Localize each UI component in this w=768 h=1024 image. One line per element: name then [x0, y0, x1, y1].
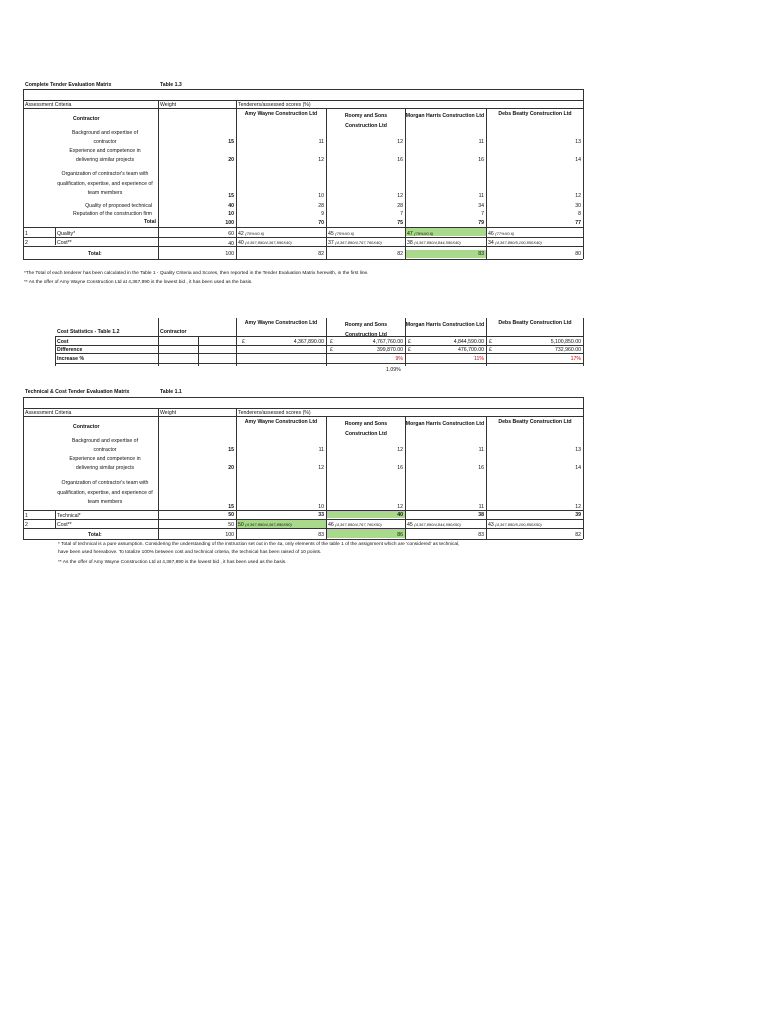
- score-cell: 12: [397, 139, 403, 145]
- grand-total-cell: 82: [318, 251, 324, 257]
- tech-tenderer-4: Debs Beatty Construction Ltd: [498, 419, 572, 425]
- complete-note-2: ** As the offer of Amy Wayne Construction Ltd at 4,367,890 is the lowest bid , it has been used as the basis.: [24, 280, 253, 285]
- total-weight: 100: [225, 220, 234, 226]
- cost-cell: 37 (4,367,890/4,767,760X40): [328, 240, 382, 246]
- score-cell: 11: [478, 504, 484, 510]
- cost-cell: 40 (4,367,890/4,367,890X40): [238, 240, 292, 246]
- score-cell: 11: [318, 139, 324, 145]
- tech-contractor-label: Contractor: [73, 424, 100, 430]
- criterion-5: Reputation of the construction firm: [72, 211, 152, 217]
- score-cell: 28: [318, 203, 324, 209]
- complete-note-1: *The Total of each tenderer has been calculated in the Table 1 - Quality Criteria and Scores, then reported in the Tender Evaluation Matrix herewith, in the first line.: [24, 271, 369, 276]
- increase-value: 17%: [570, 356, 581, 362]
- criterion-3-weight: 15: [228, 193, 234, 199]
- score-cell: 10: [318, 504, 324, 510]
- tech-subtotal-weight: 50: [228, 512, 234, 518]
- score-cell: 8: [578, 211, 581, 217]
- technical-note-2: ** As the offer of Amy Wayne Construction Ltd at 4,367,890 is the lowest bid , it has been used as the basis.: [58, 560, 287, 565]
- increase-value: 11%: [474, 356, 484, 362]
- cost-label: Cost**: [57, 240, 72, 246]
- score-cell: 30: [575, 203, 581, 209]
- row-number: 1: [25, 513, 28, 519]
- criterion-2: Experience and competence in delivering similar projects: [69, 148, 141, 163]
- score-cell: 14: [575, 157, 581, 163]
- score-cell: 12: [575, 504, 581, 510]
- score-cell: 13: [575, 139, 581, 145]
- row-number: 2: [25, 522, 28, 528]
- criterion-4-weight: 40: [228, 203, 234, 209]
- quality-cell: 47 (79%X0.6): [407, 231, 434, 237]
- row-number: 2: [25, 240, 28, 246]
- increase-value: 9%: [395, 356, 403, 362]
- complete-table-number: Table 1.3: [160, 82, 182, 88]
- tech-criterion-2: Experience and competence in delivering similar projects: [69, 456, 141, 471]
- cost-tenderer-3: Morgan Harris Construction Ltd: [405, 322, 485, 328]
- tech-criterion-1: Background and expertise of contractor: [71, 438, 139, 453]
- cost-value: 4,767,760.00: [372, 339, 403, 345]
- currency-symbol: £: [408, 347, 411, 353]
- extra-percentage: 1.09%: [386, 367, 401, 373]
- score-cell: 7: [481, 211, 484, 217]
- score-cell: 12: [575, 193, 581, 199]
- score-cell: 11: [318, 447, 324, 453]
- tech-cost-cell: 43 (4,367,890/5,100,850X50): [488, 522, 542, 528]
- grand-total-cell: 83: [478, 251, 484, 257]
- criterion-1-weight: 15: [228, 139, 234, 145]
- tech-criterion-weight: 20: [228, 465, 234, 471]
- total-cell: 77: [575, 220, 581, 226]
- difference-value: 732,960.00: [555, 347, 581, 353]
- cost-value: 4,367,890.00: [293, 339, 324, 345]
- cost-row-label: Cost: [57, 339, 69, 345]
- tech-grand-total-cell: 82: [575, 532, 581, 538]
- score-cell: 7: [400, 211, 403, 217]
- score-cell: 14: [575, 465, 581, 471]
- technical-note-1: * Total of technical is a pure assumption. Considering the understanding of the instruction set out in the 4a, only elements of the table 1 of the assignment which are 'considered' as technical,: [58, 542, 460, 547]
- score-cell: 34: [478, 203, 484, 209]
- cost-value: 5,100,850.00: [550, 339, 581, 345]
- subtotal-cell: 40: [397, 512, 403, 518]
- tech-cost-cell: 50 (4,367,890/4,367,890X50): [238, 522, 292, 528]
- criterion-3: Organization of contractor's team with qualification, expertise, and experience of team members: [57, 171, 153, 196]
- score-cell: 12: [397, 447, 403, 453]
- tech-cost-cell: 45 (4,367,890/4,844,590X50): [407, 522, 461, 528]
- quality-weight: 60: [228, 231, 234, 237]
- score-cell: 28: [397, 203, 403, 209]
- cost-contractor-label: Contractor: [160, 329, 187, 335]
- weight-label: Weight: [160, 102, 177, 108]
- cost-weight: 40: [228, 241, 234, 247]
- total-cell: 70: [318, 220, 324, 226]
- contractor-label: Contractor: [73, 116, 100, 122]
- tenderer-2-name: Roomy and Sons Construction Ltd: [344, 113, 388, 129]
- currency-symbol: £: [408, 339, 411, 345]
- tech-weight-label: Weight: [160, 410, 177, 416]
- tech-assessment-criteria-label: Assessment Criteria: [25, 410, 72, 416]
- score-cell: 11: [478, 447, 484, 453]
- tech-grand-total-cell: 83: [478, 532, 484, 538]
- technical-label: Technical*: [57, 513, 81, 519]
- score-cell: 16: [397, 157, 403, 163]
- technical-matrix-title: Technical & Cost Tender Evaluation Matrix: [25, 389, 130, 395]
- difference-value: 476,700.00: [458, 347, 484, 353]
- tech-tenderer-3: Morgan Harris Construction Ltd: [405, 421, 485, 427]
- score-cell: 12: [397, 504, 403, 510]
- total-cell: 79: [478, 220, 484, 226]
- currency-symbol: £: [242, 339, 245, 345]
- grand-total-cell: 80: [575, 251, 581, 257]
- tech-tenderer-2: Roomy and Sons Construction Ltd: [344, 421, 388, 437]
- tech-criterion-weight: 15: [228, 447, 234, 453]
- subtotal-cell: 38: [478, 512, 484, 518]
- tech-grand-total-label: Total:: [88, 532, 102, 538]
- quality-cell: 42 (70%X0.6): [238, 231, 265, 237]
- cost-tenderer-2: Roomy and Sons Construction Ltd: [344, 322, 388, 338]
- score-cell: 12: [318, 465, 324, 471]
- complete-matrix-title: Complete Tender Evaluation Matrix: [25, 82, 112, 88]
- score-cell: 10: [318, 193, 324, 199]
- currency-symbol: £: [489, 347, 492, 353]
- score-cell: 11: [478, 193, 484, 199]
- currency-symbol: £: [330, 347, 333, 353]
- cost-cell: 34 (4,367,890/5,100,850X40): [488, 240, 542, 246]
- grand-total-label: Total:: [88, 251, 102, 257]
- score-cell: 11: [478, 139, 484, 145]
- tech-grand-total-cell: 83: [318, 532, 324, 538]
- tech-criterion-weight: 15: [228, 504, 234, 510]
- tech-criterion-3: Organization of contractor's team with qualification, expertise, and experience of team members: [57, 480, 153, 505]
- tenderer-1-name: Amy Wayne Construction Ltd: [244, 111, 318, 117]
- criterion-5-weight: 10: [228, 211, 234, 217]
- tenderer-3-name: Morgan Harris Construction Ltd: [405, 113, 485, 119]
- assessment-criteria-label: Assessment Criteria: [25, 102, 72, 108]
- tech-grand-total-weight: 100: [225, 532, 234, 538]
- grand-total-cell: 82: [397, 251, 403, 257]
- cost-value: 4,844,590.00: [453, 339, 484, 345]
- score-cell: 16: [478, 157, 484, 163]
- tech-tenderers-header: Tenderers/assessed scores (%): [238, 410, 311, 416]
- cost-tenderer-1: Amy Wayne Construction Ltd: [244, 320, 318, 326]
- difference-label: Difference: [57, 347, 83, 353]
- cost-tenderer-4: Debs Beatty Construction Ltd: [498, 320, 572, 326]
- technical-table-number: Table 1.1: [160, 389, 182, 395]
- quality-cell: 46 (77%X0.6): [488, 231, 515, 237]
- score-cell: 16: [397, 465, 403, 471]
- grand-total-weight: 100: [225, 251, 234, 257]
- tenderer-4-name: Debs Beatty Construction Ltd: [498, 111, 572, 117]
- score-cell: 13: [575, 447, 581, 453]
- total-cell: 75: [397, 220, 403, 226]
- score-cell: 12: [397, 193, 403, 199]
- score-cell: 16: [478, 465, 484, 471]
- tech-tenderer-1: Amy Wayne Construction Ltd: [244, 419, 318, 425]
- subtotal-cell: 39: [575, 512, 581, 518]
- tech-cost-weight: 50: [228, 522, 234, 528]
- criterion-1: Background and expertise of contractor: [71, 130, 139, 145]
- criterion-2-weight: 20: [228, 157, 234, 163]
- increase-label: Increase %: [57, 356, 85, 362]
- row-number: 1: [25, 231, 28, 237]
- tech-cost-cell: 46 (4,367,890/4,767,760X50): [328, 522, 382, 528]
- total-label: Total: [143, 219, 156, 225]
- difference-value: 399,870.00: [377, 347, 403, 353]
- tenderers-header: Tenderers/assessed scores (%): [238, 102, 311, 108]
- criterion-4: Quality of proposed technical: [85, 203, 152, 209]
- tech-cost-label: Cost**: [57, 522, 72, 528]
- currency-symbol: £: [330, 339, 333, 345]
- quality-cell: 45 (75%X0.6): [328, 231, 355, 237]
- score-cell: 9: [321, 211, 324, 217]
- subtotal-cell: 33: [318, 512, 324, 518]
- quality-label: Quality*: [57, 231, 76, 237]
- currency-symbol: £: [489, 339, 492, 345]
- technical-note-1b: have been used hereabove. To totalize 100% between cost and technical criteria, the technical has been raised of 10 points.: [58, 550, 322, 555]
- cost-cell: 38 (4,367,890/4,844,590X40): [407, 240, 461, 246]
- cost-table-title: Cost Statistics - Table 1.2: [57, 329, 120, 335]
- tech-grand-total-cell: 86: [397, 532, 403, 538]
- score-cell: 12: [318, 157, 324, 163]
